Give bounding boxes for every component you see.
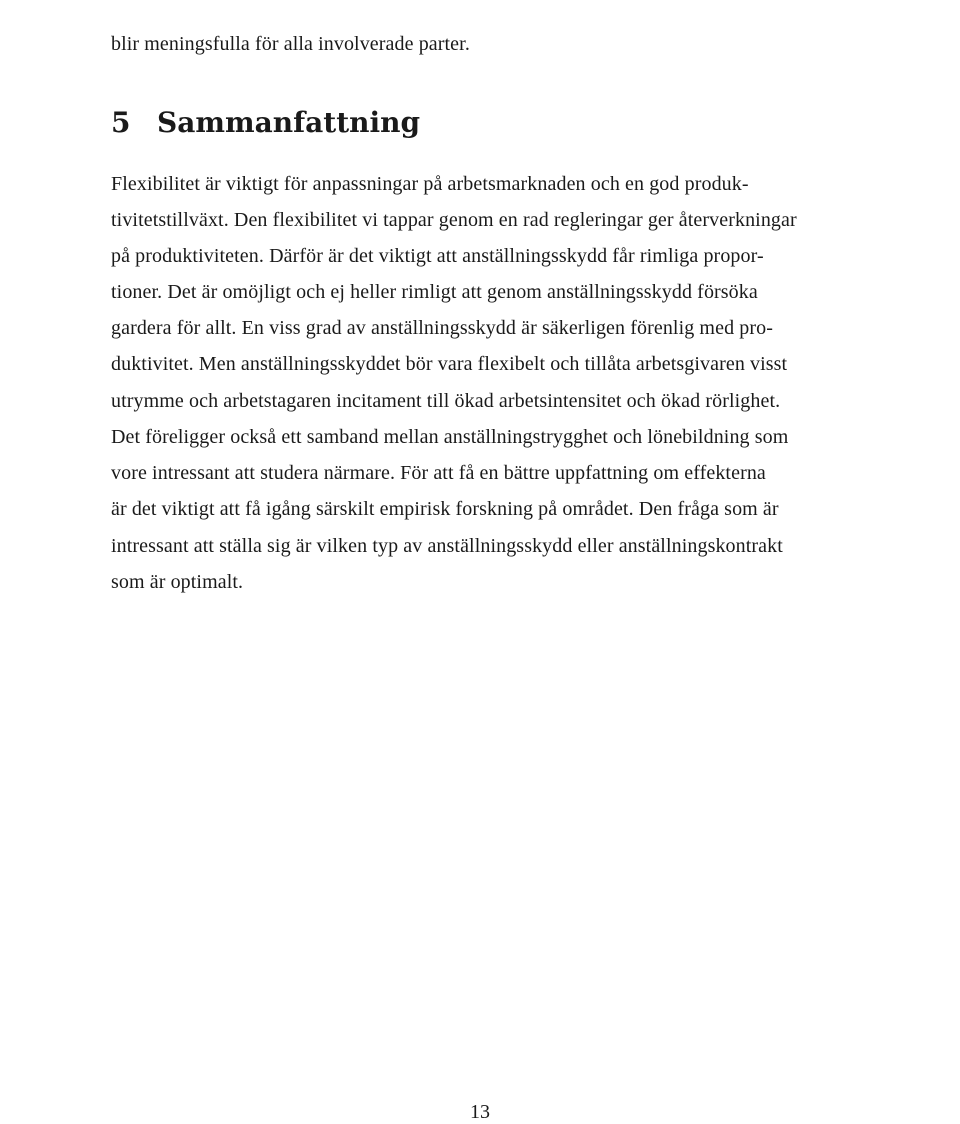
paragraph-line: som är optimalt. — [111, 571, 244, 593]
section-heading — [111, 105, 420, 141]
paragraph-line: gardera för allt. En viss grad av anställningsskydd är säkerligen förenlig med pro- — [111, 317, 773, 339]
paragraph-line: på produktiviteten. Därför är det viktigt att anställningsskydd får rimliga propor- — [111, 245, 764, 267]
paragraph-line: intressant att ställa sig är vilken typ av anställningsskydd eller anställningskontrakt — [111, 535, 783, 557]
paragraph-line: tioner. Det är omöjligt och ej heller rimligt att genom anställningsskydd försöka — [111, 281, 758, 303]
page-number: 13 — [470, 1101, 490, 1123]
paragraph-line: Det föreligger också ett samband mellan anställningstrygghet och lönebildning som — [111, 426, 789, 448]
intro-line: blir meningsfulla för alla involverade parter. — [111, 33, 470, 55]
paragraph-line: vore intressant att studera närmare. För att få en bättre uppfattning om effekterna — [111, 462, 766, 484]
paragraph-line: duktivitet. Men anställningsskyddet bör vara flexibelt och tillåta arbetsgivaren visst — [111, 353, 788, 375]
paragraph-line: tivitetstillväxt. Den flexibilitet vi tappar genom en rad regleringar ger återverkningar — [111, 209, 797, 231]
paragraph-line: är det viktigt att få igång särskilt empirisk forskning på området. Den fråga som är — [111, 498, 779, 520]
section-title: Sammanfattning — [157, 106, 421, 139]
paragraph-line: Flexibilitet är viktigt för anpassningar på arbetsmarknaden och en god produk- — [111, 173, 749, 195]
section-number: 5 — [111, 106, 131, 139]
paragraph-line: utrymme och arbetstagaren incitament till ökad arbetsintensitet och ökad rörlighet. — [111, 390, 781, 412]
